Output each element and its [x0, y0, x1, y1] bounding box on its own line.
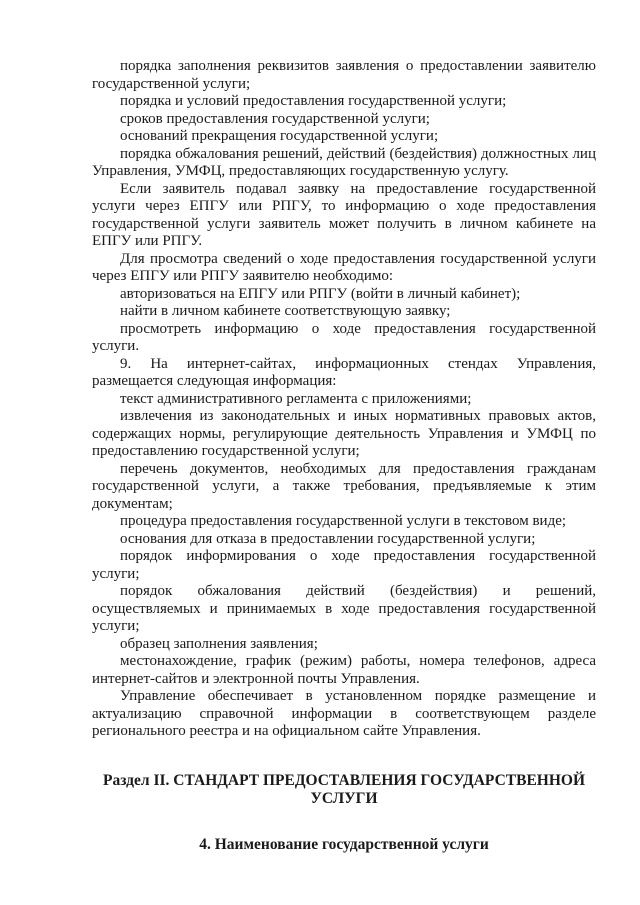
paragraph: извлечения из законодательных и иных нормативных правовых актов, содержащих нормы, регулирующие деятельность Управления и УМФЦ по предоставлению государственной услуги; [92, 408, 596, 459]
paragraph: образец заполнения заявления; [120, 635, 318, 652]
paragraph: авторизоваться на ЕПГУ или РПГУ (войти в личный кабинет); [120, 285, 521, 302]
paragraph: порядок информирования о ходе предоставления государственной услуги; [92, 548, 596, 582]
paragraph: порядок обжалования действий (бездействия) и решений, осуществляемых и принимаемых в ходе предоставления государственной услуги; [92, 583, 596, 634]
paragraph: просмотреть информацию о ходе предоставления государственной услуги. [92, 320, 596, 354]
paragraph: порядка обжалования решений, действий (бездействия) должностных лиц Управления, УМФЦ, предоставляющих государственную услугу. [92, 145, 596, 179]
paragraph: оснований прекращения государственной услуги; [120, 128, 439, 144]
document-page [92, 58, 596, 854]
paragraph: Для просмотра сведений о ходе предоставления государственной услуги через ЕПГУ или РПГУ заявителю необходимо: [92, 250, 596, 284]
subsection-title: 4. Наименование государственной услуги [199, 835, 489, 853]
paragraph: основания для отказа в предоставлении государственной услуги; [120, 530, 536, 547]
paragraph: местонахождение, график (режим) работы, номера телефонов, адреса интернет-сайтов и электронной почты Управления. [92, 653, 596, 687]
paragraph: сроков предоставления государственной услуги; [120, 110, 430, 127]
paragraph: Управление обеспечивает в установленном порядке размещение и актуализацию справочной информации в соответствующем разделе регионального реестра и на официальном сайте Управления. [92, 688, 596, 739]
paragraph: текст административного регламента с приложениями; [120, 390, 472, 407]
section-title: Раздел II. СТАНДАРТ ПРЕДОСТАВЛЕНИЯ ГОСУДАРСТВЕННОЙ УСЛУГИ [102, 771, 586, 807]
paragraph: порядка заполнения реквизитов заявления о предоставлении заявителю государственной услуги; [92, 58, 596, 92]
paragraph: процедура предоставления государственной услуги в текстовом виде; [120, 513, 567, 529]
paragraph: 9. На интернет-сайтах, информационных стендах Управления, размещается следующая информация: [92, 355, 596, 389]
paragraph: порядка и условий предоставления государственной услуги; [120, 93, 507, 109]
paragraph: перечень документов, необходимых для предоставления гражданам государственной услуги, а также требования, предъявляемые к этим документам; [92, 460, 596, 512]
paragraph: найти в личном кабинете соответствующую заявку; [120, 303, 451, 319]
paragraph: Если заявитель подавал заявку на предоставление государственной услуги через ЕПГУ или РПГУ, то информацию о ходе предоставления государственной услуги заявитель может получить в личном кабинете на ЕПГУ или РПГУ. [92, 180, 596, 249]
